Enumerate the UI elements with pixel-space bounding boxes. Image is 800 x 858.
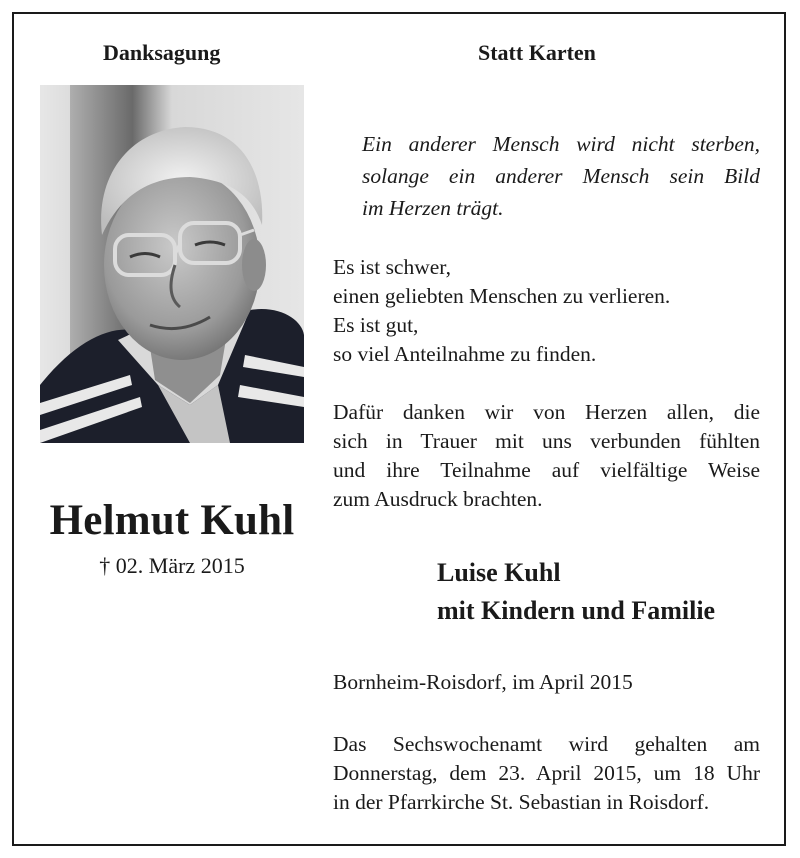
paragraph-1 <box>333 253 760 369</box>
paragraph-line: so viel Anteilnahme zu finden. <box>333 342 597 366</box>
heading-statt-karten: Statt Karten <box>478 40 596 65</box>
heading-danksagung: Danksagung <box>103 40 221 65</box>
paragraph-line: zum Ausdruck brachten. <box>333 487 543 511</box>
signature <box>437 554 715 630</box>
portrait-photo <box>40 85 304 443</box>
quote-line: Ein anderer Mensch wird nicht sterben, <box>362 132 760 156</box>
service-line: Donnerstag, dem 23. April 2015, um 18 Uhr <box>333 761 760 785</box>
paragraph-line: Es ist gut, <box>333 313 419 337</box>
paragraph-line: sich in Trauer mit uns verbunden fühlten <box>333 429 760 453</box>
deceased-name: Helmut Kuhl <box>49 497 295 544</box>
signature-line: mit Kindern und Familie <box>437 596 716 625</box>
quote <box>362 128 760 224</box>
paragraph-line: Es ist schwer, <box>333 255 451 279</box>
quote-line: solange ein anderer Mensch sein Bild <box>362 164 760 188</box>
quote-line: im Herzen trägt. <box>362 196 504 220</box>
paragraph-line: einen geliebten Menschen zu verlieren. <box>333 284 671 308</box>
signature-line: Luise Kuhl <box>437 558 561 587</box>
service-line: Das Sechswochenamt wird gehalten am <box>333 732 760 756</box>
service-line: in der Pfarrkirche St. Sebastian in Roisdorf. <box>333 790 710 814</box>
place-date <box>333 668 760 697</box>
death-date: † 02. März 2015 <box>99 553 245 578</box>
paragraph-line: Dafür danken wir von Herzen allen, die <box>333 400 760 424</box>
service-notice <box>333 730 760 817</box>
paragraph-2 <box>333 398 760 514</box>
paragraph-line: und ihre Teilnahme auf vielfältige Weise <box>333 458 760 482</box>
place-date-line: Bornheim-Roisdorf, im April 2015 <box>333 670 633 694</box>
